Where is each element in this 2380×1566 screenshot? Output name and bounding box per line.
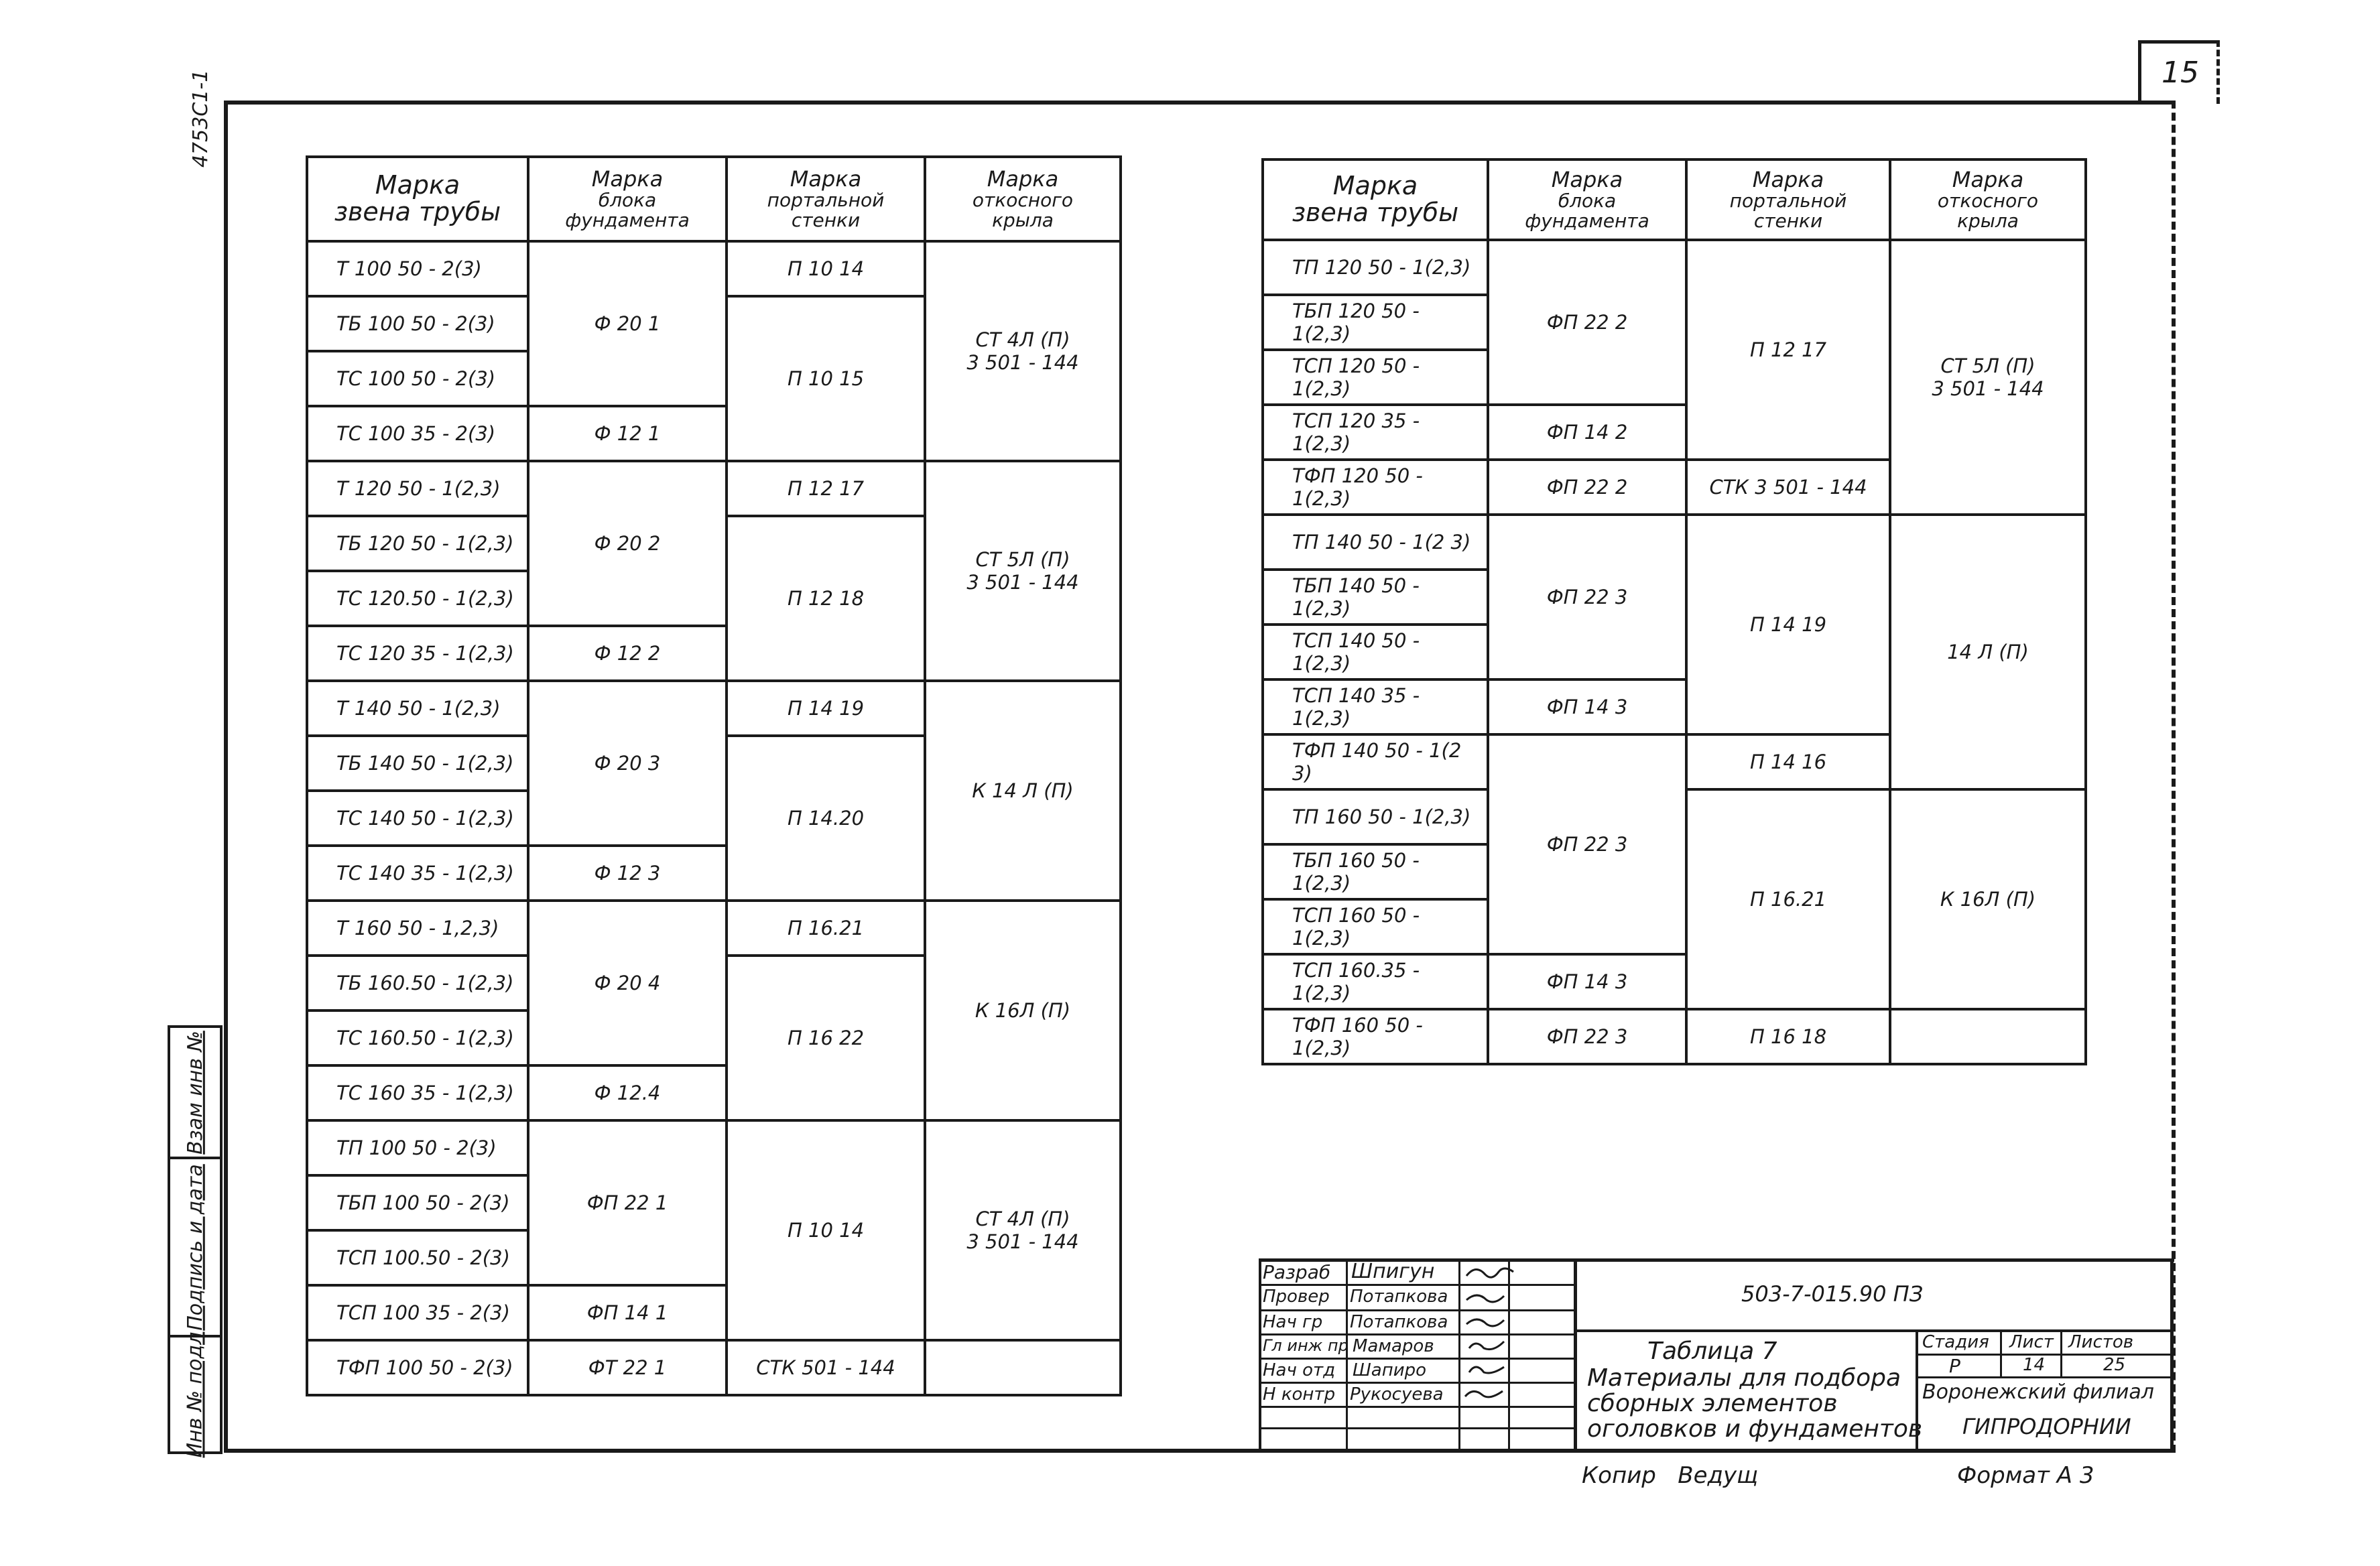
portal-cell: П 16 18 xyxy=(1686,1009,1890,1064)
table-row: ТС 120 35 - 1(2,3) xyxy=(307,626,528,681)
side-stamp-inv-orig xyxy=(168,1331,223,1457)
table-subtitle: оголовков и фундаментов xyxy=(1587,1415,1923,1443)
portal-cell: П 10 14 xyxy=(727,1120,925,1340)
wing-cell: СТ 4Л (П) 3 501 - 144 xyxy=(925,241,1121,461)
tb-role: Н контр xyxy=(1263,1384,1336,1405)
copied-by xyxy=(1582,1462,1758,1489)
portal-cell: П 14 16 xyxy=(1686,734,1890,789)
table-row: ТС 140 35 - 1(2,3) xyxy=(307,846,528,901)
wing-cell: СТ 4Л (П) 3 501 - 144 xyxy=(925,1120,1121,1340)
table-row: ТСП 120 35 - 1(2,3) xyxy=(1263,405,1488,460)
side-code: 4753C1-1 xyxy=(189,69,212,168)
portal-cell: СТК 3 501 - 144 xyxy=(1686,460,1890,515)
foundation-cell: ФП 14 3 xyxy=(1488,679,1686,734)
tb-role: Нач отд xyxy=(1263,1360,1336,1380)
format-label: Формат А 3 xyxy=(1957,1462,2094,1489)
foundation-cell: ФП 22 2 xyxy=(1488,240,1686,405)
table-row: ТБП 160 50 - 1(2,3) xyxy=(1263,844,1488,899)
table-row: ТБ 160.50 - 1(2,3) xyxy=(307,956,528,1010)
foundation-cell: ФП 22 2 xyxy=(1488,460,1686,515)
table-row: ТС 160.50 - 1(2,3) xyxy=(307,1010,528,1065)
wing-cell: 14 Л (П) xyxy=(1890,515,2086,789)
side-stamp xyxy=(168,1025,223,1457)
table-row: ТСП 140 35 - 1(2,3) xyxy=(1263,679,1488,734)
foundation-cell: ФП 22 3 xyxy=(1488,1009,1686,1064)
tb-name: Шапиро xyxy=(1353,1360,1427,1380)
wing-cell: К 16Л (П) xyxy=(1890,789,2086,1009)
table-row: ТБП 100 50 - 2(3) xyxy=(307,1175,528,1230)
table-row: ТБ 120 50 - 1(2,3) xyxy=(307,516,528,571)
table-row: ТП 120 50 - 1(2,3) xyxy=(1263,240,1488,295)
sheets-value: 25 xyxy=(2103,1355,2126,1375)
header-portal-wall: Марка портальной стенки xyxy=(1686,159,1890,240)
table-row: ТБП 120 50 - 1(2,3) xyxy=(1263,295,1488,350)
portal-cell: П 12 18 xyxy=(727,516,925,681)
foundation-cell: ФП 14 1 xyxy=(528,1285,727,1340)
copied-by-name: Ведущ xyxy=(1678,1462,1759,1489)
foundation-cell: ФП 14 2 xyxy=(1488,405,1686,460)
wing-cell: К 14 Л (П) xyxy=(925,681,1121,901)
inv-replace-label: Взам инв № xyxy=(183,1030,207,1155)
left-materials-table xyxy=(306,155,1122,1396)
table-row: ТСП 100.50 - 2(3) xyxy=(307,1230,528,1285)
sheet-label: Лист xyxy=(2009,1332,2054,1352)
side-stamp-inv-replace xyxy=(168,1025,223,1159)
sheet-value: 14 xyxy=(2023,1355,2046,1375)
foundation-cell: ФП 14 3 xyxy=(1488,954,1686,1009)
header-portal-wall: Марка портальной стенки xyxy=(727,157,925,241)
stage-label: Стадия xyxy=(1922,1332,1989,1352)
header-foundation-block: Марка блока фундамента xyxy=(1488,159,1686,240)
right-materials-table xyxy=(1261,158,2087,1065)
wing-cell: СТ 5Л (П) 3 501 - 144 xyxy=(925,461,1121,681)
foundation-cell: Ф 12 2 xyxy=(528,626,727,681)
empty-cell xyxy=(925,1340,1121,1395)
table-row: ТСП 160.35 - 1(2,3) xyxy=(1263,954,1488,1009)
table-row: ТП 160 50 - 1(2,3) xyxy=(1263,789,1488,844)
table-row: ТФП 140 50 - 1(2 3) xyxy=(1263,734,1488,789)
table-subtitle: сборных элементов xyxy=(1587,1390,1838,1417)
foundation-cell: Ф 20 4 xyxy=(528,901,727,1065)
table-row: Т 100 50 - 2(3) xyxy=(307,241,528,296)
table-row: ТП 140 50 - 1(2 3) xyxy=(1263,515,1488,570)
table-subtitle: Материалы для подбора xyxy=(1587,1364,1901,1392)
foundation-cell: ФТ 22 1 xyxy=(528,1340,727,1395)
portal-cell: СТК 501 - 144 xyxy=(727,1340,925,1395)
header-foundation-block: Марка блока фундамента xyxy=(528,157,727,241)
foundation-cell: Ф 12 3 xyxy=(528,846,727,901)
table-row: ТФП 160 50 - 1(2,3) xyxy=(1263,1009,1488,1064)
sheets-label: Листов xyxy=(2068,1332,2134,1352)
portal-cell: П 10 14 xyxy=(727,241,925,296)
wing-cell: СТ 5Л (П) 3 501 - 144 xyxy=(1890,240,2086,515)
portal-cell: П 16.21 xyxy=(1686,789,1890,1009)
table-row: ТФП 100 50 - 2(3) xyxy=(307,1340,528,1395)
table-row: ТП 100 50 - 2(3) xyxy=(307,1120,528,1175)
sheet-number: 15 xyxy=(2162,56,2199,90)
header-slope-wing: Марка откосного крыла xyxy=(1890,159,2086,240)
table-title: Таблица 7 xyxy=(1647,1337,1777,1365)
table-row: ТФП 120 50 - 1(2,3) xyxy=(1263,460,1488,515)
foundation-cell: Ф 20 3 xyxy=(528,681,727,846)
sheet-number-box xyxy=(2138,40,2220,104)
foundation-cell: Ф 12 1 xyxy=(528,406,727,461)
table-row: Т 140 50 - 1(2,3) xyxy=(307,681,528,736)
inv-orig-label: Инв № подл xyxy=(183,1331,207,1457)
title-block xyxy=(1259,1258,2174,1453)
table-row: ТСП 140 50 - 1(2,3) xyxy=(1263,625,1488,679)
portal-cell: П 12 17 xyxy=(1686,240,1890,460)
signatures-graphic xyxy=(1460,1258,1574,1407)
portal-cell: П 14 19 xyxy=(1686,515,1890,734)
table-row: ТСП 120 50 - 1(2,3) xyxy=(1263,350,1488,405)
header-pipe-link: Марка звена трубы xyxy=(1263,159,1488,240)
portal-cell: П 12 17 xyxy=(727,461,925,516)
foundation-cell: ФП 22 1 xyxy=(528,1120,727,1285)
foundation-cell: Ф 20 2 xyxy=(528,461,727,626)
empty-cell xyxy=(1890,1009,2086,1064)
table-row: ТБП 140 50 - 1(2,3) xyxy=(1263,570,1488,625)
table-row: Т 120 50 - 1(2,3) xyxy=(307,461,528,516)
table-row: ТС 100 35 - 2(3) xyxy=(307,406,528,461)
doc-code: 503-7-015.90 ПЗ xyxy=(1741,1281,1924,1307)
portal-cell: П 14 19 xyxy=(727,681,925,736)
portal-cell: П 10 15 xyxy=(727,296,925,461)
foundation-cell: Ф 12.4 xyxy=(528,1065,727,1120)
tb-name: Потапкова xyxy=(1350,1312,1448,1332)
header-slope-wing: Марка откосного крыла xyxy=(925,157,1121,241)
sign-date-label: Подпись и дата xyxy=(183,1163,207,1331)
header-pipe-link: Марка звена трубы xyxy=(307,157,528,241)
table-row: ТС 100 50 - 2(3) xyxy=(307,351,528,406)
table-row: ТС 120.50 - 1(2,3) xyxy=(307,571,528,626)
tb-name: Потапкова xyxy=(1350,1287,1448,1307)
tb-role: Провер xyxy=(1263,1287,1330,1307)
table-row: ТС 160 35 - 1(2,3) xyxy=(307,1065,528,1120)
stage-value: Р xyxy=(1949,1355,1960,1377)
portal-cell: П 16.21 xyxy=(727,901,925,956)
org-name: Воронежский филиал xyxy=(1922,1380,2154,1404)
table-row: ТСП 100 35 - 2(3) xyxy=(307,1285,528,1340)
tb-name: Рукосуева xyxy=(1350,1384,1444,1405)
tb-name: Мамаров xyxy=(1353,1336,1434,1356)
foundation-cell: ФП 22 3 xyxy=(1488,734,1686,954)
table-row: ТБ 140 50 - 1(2,3) xyxy=(307,736,528,791)
table-row: ТБ 100 50 - 2(3) xyxy=(307,296,528,351)
foundation-cell: Ф 20 1 xyxy=(528,241,727,406)
tb-role: Нач гр xyxy=(1263,1312,1323,1332)
table-row: Т 160 50 - 1,2,3) xyxy=(307,901,528,956)
copied-label: Копир xyxy=(1582,1462,1656,1489)
tb-name: Шпигун xyxy=(1351,1260,1435,1283)
table-row: ТСП 160 50 - 1(2,3) xyxy=(1263,899,1488,954)
foundation-cell: ФП 22 3 xyxy=(1488,515,1686,679)
tb-role: Разраб xyxy=(1263,1261,1331,1283)
wing-cell: К 16Л (П) xyxy=(925,901,1121,1120)
side-stamp-sign-date xyxy=(168,1157,223,1337)
org-name-2: ГИПРОДОРНИИ xyxy=(1962,1414,2131,1439)
portal-cell: П 16 22 xyxy=(727,956,925,1120)
portal-cell: П 14.20 xyxy=(727,736,925,901)
table-row: ТС 140 50 - 1(2,3) xyxy=(307,791,528,846)
tb-role: Гл инж пр xyxy=(1263,1336,1349,1355)
